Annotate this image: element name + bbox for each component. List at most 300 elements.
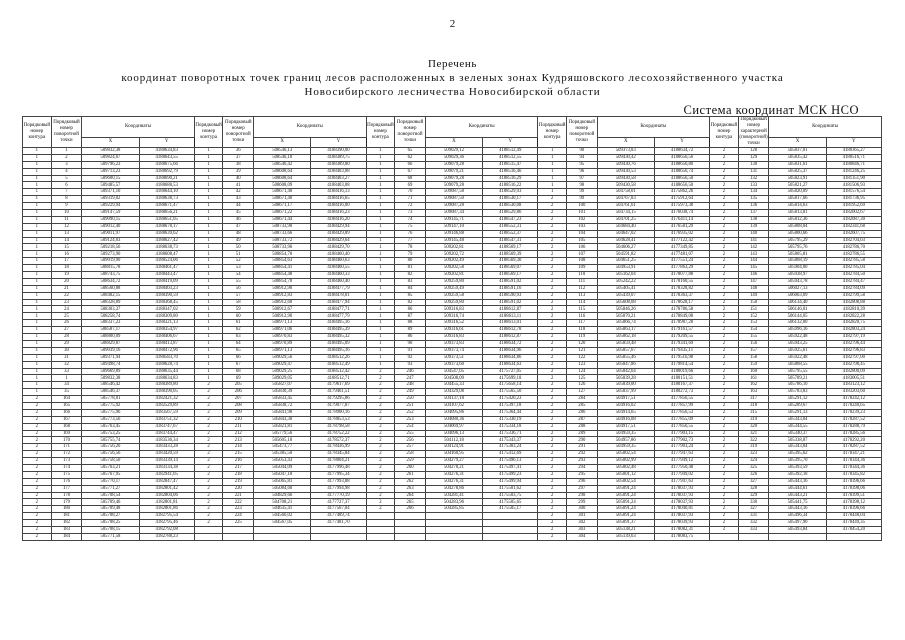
- y-coordinate-cell: 4188406,67: [139, 334, 194, 341]
- y-coordinate-cell: 4188583,70: [139, 354, 194, 361]
- contour-number-cell: 2: [194, 437, 223, 444]
- table-row: [23, 251, 882, 258]
- header-x: X: [597, 137, 654, 147]
- x-coordinate-cell: 505786,10: [769, 382, 826, 389]
- x-coordinate-cell: 505767,95: [82, 471, 139, 478]
- y-coordinate-cell: 4177122,42: [654, 237, 709, 244]
- header-point-number: Порядковый номер поворотной точки: [566, 117, 597, 148]
- y-coordinate-cell: 4182804,06: [139, 492, 194, 499]
- point-number-cell: 315: [738, 409, 769, 416]
- point-number-cell: 303: [566, 526, 597, 533]
- y-coordinate-cell: 4178786,58: [654, 306, 709, 313]
- x-coordinate-cell: 505605,18: [254, 437, 311, 444]
- x-coordinate-cell: 505047,18: [254, 471, 311, 478]
- point-number-cell: 76: [395, 230, 426, 237]
- contour-number-cell: 1: [23, 161, 52, 168]
- contour-number-cell: 2: [710, 272, 739, 279]
- y-coordinate-cell: 4182941,05: [139, 471, 194, 478]
- contour-number-cell: 2: [538, 506, 567, 513]
- contour-number-cell: 1: [23, 382, 52, 389]
- y-coordinate-cell: 4180516,71: [826, 154, 881, 161]
- x-coordinate-cell: 505343,04: [769, 444, 826, 451]
- point-number-cell: 125: [566, 375, 597, 382]
- x-coordinate-cell: 504628,41: [597, 237, 654, 244]
- contour-number-cell: 1: [366, 244, 395, 251]
- y-coordinate-cell: 4178037,93: [654, 485, 709, 492]
- contour-number-cell: 2: [194, 485, 223, 492]
- y-coordinate-cell: 4188347,02: [139, 306, 194, 313]
- y-coordinate-cell: 4179161,57: [654, 327, 709, 334]
- contour-number-cell: 1: [366, 258, 395, 265]
- table-row: [23, 354, 882, 361]
- y-coordinate-cell: 4188675,66: [139, 161, 194, 168]
- x-coordinate-cell: 505922,48: [769, 354, 826, 361]
- x-coordinate-cell: 509485,57: [82, 182, 139, 189]
- contour-number-cell: [710, 533, 739, 540]
- point-number-cell: 106: [566, 244, 597, 251]
- point-number-cell: 286: [566, 409, 597, 416]
- point-number-cell: 321: [738, 430, 769, 437]
- point-number-cell: [395, 520, 426, 527]
- contour-number-cell: 2: [538, 334, 567, 341]
- point-number-cell: 10: [51, 210, 82, 217]
- header-contour-number: Порядковый номер контура: [194, 117, 223, 148]
- y-coordinate-cell: 4188429,64: [311, 237, 366, 244]
- contour-number-cell: 2: [538, 278, 567, 285]
- point-number-cell: 118: [566, 327, 597, 334]
- point-number-cell: 205: [223, 382, 254, 389]
- x-coordinate-cell: 504137,18: [425, 396, 482, 403]
- contour-number-cell: 2: [710, 203, 739, 210]
- y-coordinate-cell: 4188309,80: [139, 313, 194, 320]
- point-number-cell: 161: [738, 375, 769, 382]
- contour-number-cell: 2: [23, 437, 52, 444]
- y-coordinate-cell: 4188656,74: [654, 168, 709, 175]
- contour-number-cell: 1: [366, 361, 395, 368]
- point-number-cell: 107: [566, 251, 597, 258]
- contour-number-cell: [194, 526, 223, 533]
- table-row: [23, 244, 882, 251]
- contour-number-cell: 1: [23, 168, 52, 175]
- point-number-cell: 176: [51, 478, 82, 485]
- y-coordinate-cell: 4177855,09: [654, 416, 709, 423]
- y-coordinate-cell: 4188613,11: [483, 313, 538, 320]
- x-coordinate-cell: 508560,88: [82, 285, 139, 292]
- x-coordinate-cell: 508608,09: [254, 182, 311, 189]
- contour-number-cell: 1: [23, 272, 52, 279]
- contour-number-cell: 2: [710, 520, 739, 527]
- y-coordinate-cell: 4188321,13: [139, 320, 194, 327]
- y-coordinate-cell: 4188516,46: [483, 168, 538, 175]
- x-coordinate-cell: 504606,27: [597, 244, 654, 251]
- point-number-cell: 167: [51, 416, 82, 423]
- header-x: X: [425, 137, 482, 147]
- point-number-cell: 302: [566, 520, 597, 527]
- x-coordinate-cell: 508337,23: [82, 320, 139, 327]
- y-coordinate-cell: 4175565,50: [483, 389, 538, 396]
- y-coordinate-cell: [483, 526, 538, 533]
- point-number-cell: 25: [51, 313, 82, 320]
- contour-number-cell: 1: [23, 334, 52, 341]
- point-number-cell: 33: [51, 368, 82, 375]
- y-coordinate-cell: 4188552,37: [483, 230, 538, 237]
- point-number-cell: 292: [566, 451, 597, 458]
- point-number-cell: 210: [223, 416, 254, 423]
- contour-number-cell: 2: [710, 340, 739, 347]
- x-coordinate-cell: 505091,24: [597, 499, 654, 506]
- x-coordinate-cell: 508829,87: [82, 340, 139, 347]
- point-number-cell: 47: [223, 223, 254, 230]
- contour-number-cell: 1: [366, 334, 395, 341]
- contour-number-cell: 2: [538, 361, 567, 368]
- y-coordinate-cell: 4175505,17: [483, 506, 538, 513]
- x-coordinate-cell: 509202,72: [425, 251, 482, 258]
- y-coordinate-cell: 4178083,75: [654, 533, 709, 540]
- x-coordinate-cell: 508912,90: [254, 285, 311, 292]
- y-coordinate-cell: 4188495,39: [311, 327, 366, 334]
- y-coordinate-cell: 4182785,04: [826, 265, 881, 272]
- contour-number-cell: 2: [538, 216, 567, 223]
- y-coordinate-cell: 4182341,68: [826, 223, 881, 230]
- point-number-cell: 220: [223, 485, 254, 492]
- y-coordinate-cell: 4176935,02: [654, 230, 709, 237]
- x-coordinate-cell: 505755,74: [82, 437, 139, 444]
- point-number-cell: 145: [738, 265, 769, 272]
- contour-number-cell: 1: [366, 272, 395, 279]
- x-coordinate-cell: 504080,36: [425, 416, 482, 423]
- contour-number-cell: 2: [366, 409, 395, 416]
- y-coordinate-cell: 4188530,08: [483, 203, 538, 210]
- point-number-cell: 174: [51, 464, 82, 471]
- x-coordinate-cell: 509202,58: [425, 265, 482, 272]
- x-coordinate-cell: 505393,59: [769, 464, 826, 471]
- point-number-cell: [738, 533, 769, 540]
- y-coordinate-cell: 4178398,06: [826, 485, 881, 492]
- x-coordinate-cell: 509079,21: [425, 168, 482, 175]
- point-number-cell: 24: [51, 306, 82, 313]
- contour-number-cell: 2: [538, 368, 567, 375]
- point-number-cell: [395, 533, 426, 540]
- point-number-cell: 212: [223, 430, 254, 437]
- point-number-cell: 165: [51, 402, 82, 409]
- y-coordinate-cell: 4188429,70: [311, 244, 366, 251]
- contour-number-cell: 1: [366, 223, 395, 230]
- y-coordinate-cell: 4188477,94: [311, 299, 366, 306]
- y-coordinate-cell: 4188634,83: [139, 375, 194, 382]
- point-number-cell: 130: [738, 161, 769, 168]
- contour-number-cell: 1: [366, 313, 395, 320]
- y-coordinate-cell: 4175912,64: [654, 196, 709, 203]
- contour-number-cell: 1: [23, 189, 52, 196]
- contour-number-cell: 1: [366, 203, 395, 210]
- y-coordinate-cell: 4177857,99: [654, 402, 709, 409]
- point-number-cell: 259: [395, 458, 426, 465]
- point-number-cell: 152: [738, 313, 769, 320]
- x-coordinate-cell: 509124,03: [82, 237, 139, 244]
- table-row: [23, 444, 882, 451]
- y-coordinate-cell: 4177950,48: [654, 464, 709, 471]
- x-coordinate-cell: 506134,40: [769, 299, 826, 306]
- y-coordinate-cell: 4178448,04: [826, 513, 881, 520]
- y-coordinate-cell: 4177856,53: [654, 409, 709, 416]
- y-coordinate-cell: 4182797,19: [826, 334, 881, 341]
- contour-number-cell: 2: [538, 230, 567, 237]
- y-coordinate-cell: 4183751,32: [139, 416, 194, 423]
- y-coordinate-cell: 4178077,88: [654, 272, 709, 279]
- x-coordinate-cell: 505838,72: [254, 402, 311, 409]
- point-number-cell: 324: [738, 458, 769, 465]
- contour-number-cell: [366, 513, 395, 520]
- point-number-cell: 39: [223, 168, 254, 175]
- x-coordinate-cell: 505996,16: [769, 327, 826, 334]
- contour-number-cell: 1: [194, 361, 223, 368]
- y-coordinate-cell: 4178240,65: [826, 402, 881, 409]
- y-coordinate-cell: 4188569,17: [483, 244, 538, 251]
- y-coordinate-cell: 4188495,32: [311, 334, 366, 341]
- y-coordinate-cell: 4181246,25: [826, 168, 881, 175]
- x-coordinate-cell: 505825,37: [769, 168, 826, 175]
- table-row: [23, 409, 882, 416]
- x-coordinate-cell: 509832,38: [82, 148, 139, 155]
- contour-number-cell: 1: [538, 161, 567, 168]
- y-coordinate-cell: 4188472,96: [139, 347, 194, 354]
- x-coordinate-cell: 505162,04: [597, 272, 654, 279]
- x-coordinate-cell: 508912,67: [254, 306, 311, 313]
- point-number-cell: 288: [566, 423, 597, 430]
- y-coordinate-cell: 4188671,47: [139, 203, 194, 210]
- x-coordinate-cell: 504160,95: [425, 451, 482, 458]
- point-number-cell: 105: [566, 237, 597, 244]
- contour-number-cell: 2: [538, 285, 567, 292]
- x-coordinate-cell: 505708,27: [82, 513, 139, 520]
- point-number-cell: 68: [395, 175, 426, 182]
- y-coordinate-cell: 4188638,73: [139, 196, 194, 203]
- point-number-cell: 69: [395, 182, 426, 189]
- contour-number-cell: 1: [366, 292, 395, 299]
- contour-number-cell: 1: [23, 285, 52, 292]
- point-number-cell: 330: [738, 499, 769, 506]
- point-number-cell: 214: [223, 444, 254, 451]
- x-coordinate-cell: 506063,09: [769, 292, 826, 299]
- x-coordinate-cell: 509147,10: [425, 223, 482, 230]
- contour-number-cell: 1: [538, 175, 567, 182]
- point-number-cell: 54: [223, 272, 254, 279]
- y-coordinate-cell: 4177993,88: [311, 478, 366, 485]
- y-coordinate-cell: 4188656,50: [654, 182, 709, 189]
- point-number-cell: 82: [395, 272, 426, 279]
- x-coordinate-cell: 509079,28: [425, 161, 482, 168]
- x-coordinate-cell: 505496,34: [769, 513, 826, 520]
- y-coordinate-cell: 4178853,53: [311, 416, 366, 423]
- contour-number-cell: 2: [366, 492, 395, 499]
- point-number-cell: 29: [51, 340, 82, 347]
- y-coordinate-cell: 4188656,50: [654, 175, 709, 182]
- y-coordinate-cell: 4179516,98: [654, 354, 709, 361]
- y-coordinate-cell: 4182786,55: [826, 251, 881, 258]
- point-number-cell: 160: [738, 368, 769, 375]
- point-number-cell: 299: [566, 499, 597, 506]
- point-number-cell: 207: [223, 396, 254, 403]
- y-coordinate-cell: 4180272,73: [654, 389, 709, 396]
- y-coordinate-cell: 4177481,70: [311, 520, 366, 527]
- x-coordinate-cell: 508854,41: [254, 265, 311, 272]
- contour-number-cell: 2: [538, 520, 567, 527]
- y-coordinate-cell: 4188569,39: [483, 251, 538, 258]
- point-number-cell: 218: [223, 471, 254, 478]
- x-coordinate-cell: 504096,13: [425, 430, 482, 437]
- contour-number-cell: 2: [194, 506, 223, 513]
- x-coordinate-cell: 505708,15: [82, 526, 139, 533]
- table-row: [23, 464, 882, 471]
- point-number-cell: 42: [223, 189, 254, 196]
- x-coordinate-cell: 505839,28: [597, 375, 654, 382]
- point-number-cell: 258: [395, 451, 426, 458]
- x-coordinate-cell: 504281,41: [425, 492, 482, 499]
- x-coordinate-cell: 509029,12: [425, 148, 482, 155]
- contour-number-cell: 1: [23, 375, 52, 382]
- point-number-cell: 327: [738, 478, 769, 485]
- contour-number-cell: 1: [194, 251, 223, 258]
- contour-number-cell: 2: [710, 464, 739, 471]
- point-number-cell: 260: [395, 464, 426, 471]
- x-coordinate-cell: 505065,81: [254, 478, 311, 485]
- contour-number-cell: 1: [366, 154, 395, 161]
- x-coordinate-cell: 509145,48: [425, 237, 482, 244]
- x-coordinate-cell: 504916,08: [597, 416, 654, 423]
- point-number-cell: 44: [223, 203, 254, 210]
- point-number-cell: 69: [223, 375, 254, 382]
- x-coordinate-cell: 508671,40: [254, 196, 311, 203]
- y-coordinate-cell: 4182808,88: [826, 299, 881, 306]
- contour-number-cell: 2: [194, 416, 223, 423]
- point-number-cell: 8: [51, 196, 82, 203]
- point-number-cell: 164: [51, 396, 82, 403]
- x-coordinate-cell: [425, 513, 482, 520]
- point-number-cell: 170: [51, 437, 82, 444]
- contour-number-cell: 1: [23, 237, 52, 244]
- y-coordinate-cell: 4188643,55: [139, 154, 194, 161]
- point-number-cell: 178: [51, 492, 82, 499]
- x-coordinate-cell: 509316,83: [425, 334, 482, 341]
- point-number-cell: 62: [395, 154, 426, 161]
- x-coordinate-cell: 509087,58: [425, 189, 482, 196]
- point-number-cell: 46: [223, 216, 254, 223]
- point-number-cell: 5: [51, 175, 82, 182]
- table-row: [23, 313, 882, 320]
- point-number-cell: 146: [738, 272, 769, 279]
- point-number-cell: 137: [738, 210, 769, 217]
- contour-number-cell: 1: [194, 237, 223, 244]
- point-number-cell: 300: [566, 506, 597, 513]
- x-coordinate-cell: 508546,37: [82, 389, 139, 396]
- y-coordinate-cell: 4188460,40: [311, 251, 366, 258]
- x-coordinate-cell: 509273,90: [82, 251, 139, 258]
- x-coordinate-cell: 505841,90: [254, 409, 311, 416]
- point-number-cell: 333: [738, 526, 769, 533]
- point-number-cell: 135: [738, 196, 769, 203]
- contour-number-cell: 2: [194, 451, 223, 458]
- y-coordinate-cell: 4177856,55: [654, 423, 709, 430]
- x-coordinate-cell: 508546,42: [254, 161, 311, 168]
- y-coordinate-cell: 4188460,33: [311, 272, 366, 279]
- x-coordinate-cell: 508608,64: [254, 175, 311, 182]
- contour-number-cell: 1: [194, 154, 223, 161]
- point-number-cell: 147: [738, 278, 769, 285]
- x-coordinate-cell: 509824,67: [82, 154, 139, 161]
- contour-number-cell: 2: [538, 354, 567, 361]
- x-coordinate-cell: 508800,09: [82, 334, 139, 341]
- y-coordinate-cell: 4179617,69: [311, 382, 366, 389]
- point-number-cell: 150: [738, 299, 769, 306]
- x-coordinate-cell: 505444,61: [769, 485, 826, 492]
- header-x: X: [82, 137, 139, 147]
- x-coordinate-cell: 505866,74: [597, 320, 654, 327]
- contour-number-cell: 2: [538, 478, 567, 485]
- x-coordinate-cell: 509029,56: [254, 354, 311, 361]
- point-number-cell: 131: [738, 168, 769, 175]
- contour-number-cell: 1: [194, 306, 223, 313]
- page-number: 2: [449, 18, 456, 30]
- x-coordinate-cell: 505862,18: [597, 334, 654, 341]
- y-coordinate-cell: 4188368,45: [139, 299, 194, 306]
- point-number-cell: 297: [566, 485, 597, 492]
- x-coordinate-cell: 505395,62: [769, 451, 826, 458]
- y-coordinate-cell: 4182801,86: [139, 506, 194, 513]
- y-coordinate-cell: 4188634,96: [483, 347, 538, 354]
- y-coordinate-cell: [483, 533, 538, 540]
- contour-number-cell: 2: [710, 216, 739, 223]
- contour-number-cell: 1: [194, 223, 223, 230]
- y-coordinate-cell: 4178288,79: [826, 423, 881, 430]
- table-row: [23, 506, 882, 513]
- y-coordinate-cell: 4178328,82: [654, 285, 709, 292]
- y-coordinate-cell: 4188419,09: [139, 278, 194, 285]
- y-coordinate-cell: [826, 533, 881, 540]
- point-number-cell: 329: [738, 492, 769, 499]
- y-coordinate-cell: 4177727,37: [311, 499, 366, 506]
- x-coordinate-cell: 504283,96: [425, 499, 482, 506]
- y-coordinate-cell: 4177903,15: [654, 430, 709, 437]
- x-coordinate-cell: 505443,16: [769, 478, 826, 485]
- document-title: Перечень: [427, 58, 478, 70]
- y-coordinate-cell: 4181576,54: [826, 189, 881, 196]
- point-number-cell: 70: [395, 189, 426, 196]
- contour-number-cell: 2: [710, 451, 739, 458]
- x-coordinate-cell: 508971,13: [254, 347, 311, 354]
- point-number-cell: 115: [566, 306, 597, 313]
- contour-number-cell: 1: [23, 347, 52, 354]
- y-coordinate-cell: [483, 513, 538, 520]
- point-number-cell: [223, 533, 254, 540]
- point-number-cell: 77: [395, 237, 426, 244]
- x-coordinate-cell: 508546,42: [82, 382, 139, 389]
- y-coordinate-cell: 4188638,73: [139, 244, 194, 251]
- y-coordinate-cell: 4180151,51: [654, 375, 709, 382]
- x-coordinate-cell: 509373,60: [425, 361, 482, 368]
- table-row: [23, 258, 882, 265]
- y-coordinate-cell: 4188460,55: [311, 265, 366, 272]
- x-coordinate-cell: 505091,24: [597, 513, 654, 520]
- x-coordinate-cell: 506146,01: [769, 306, 826, 313]
- y-coordinate-cell: 4182795,46: [139, 520, 194, 527]
- point-number-cell: 323: [738, 451, 769, 458]
- y-coordinate-cell: 4188552,31: [483, 223, 538, 230]
- point-number-cell: 171: [51, 444, 82, 451]
- y-coordinate-cell: 4177551,24: [654, 258, 709, 265]
- x-coordinate-cell: 505855,46: [597, 354, 654, 361]
- x-coordinate-cell: [769, 533, 826, 540]
- x-coordinate-cell: 505778,01: [82, 396, 139, 403]
